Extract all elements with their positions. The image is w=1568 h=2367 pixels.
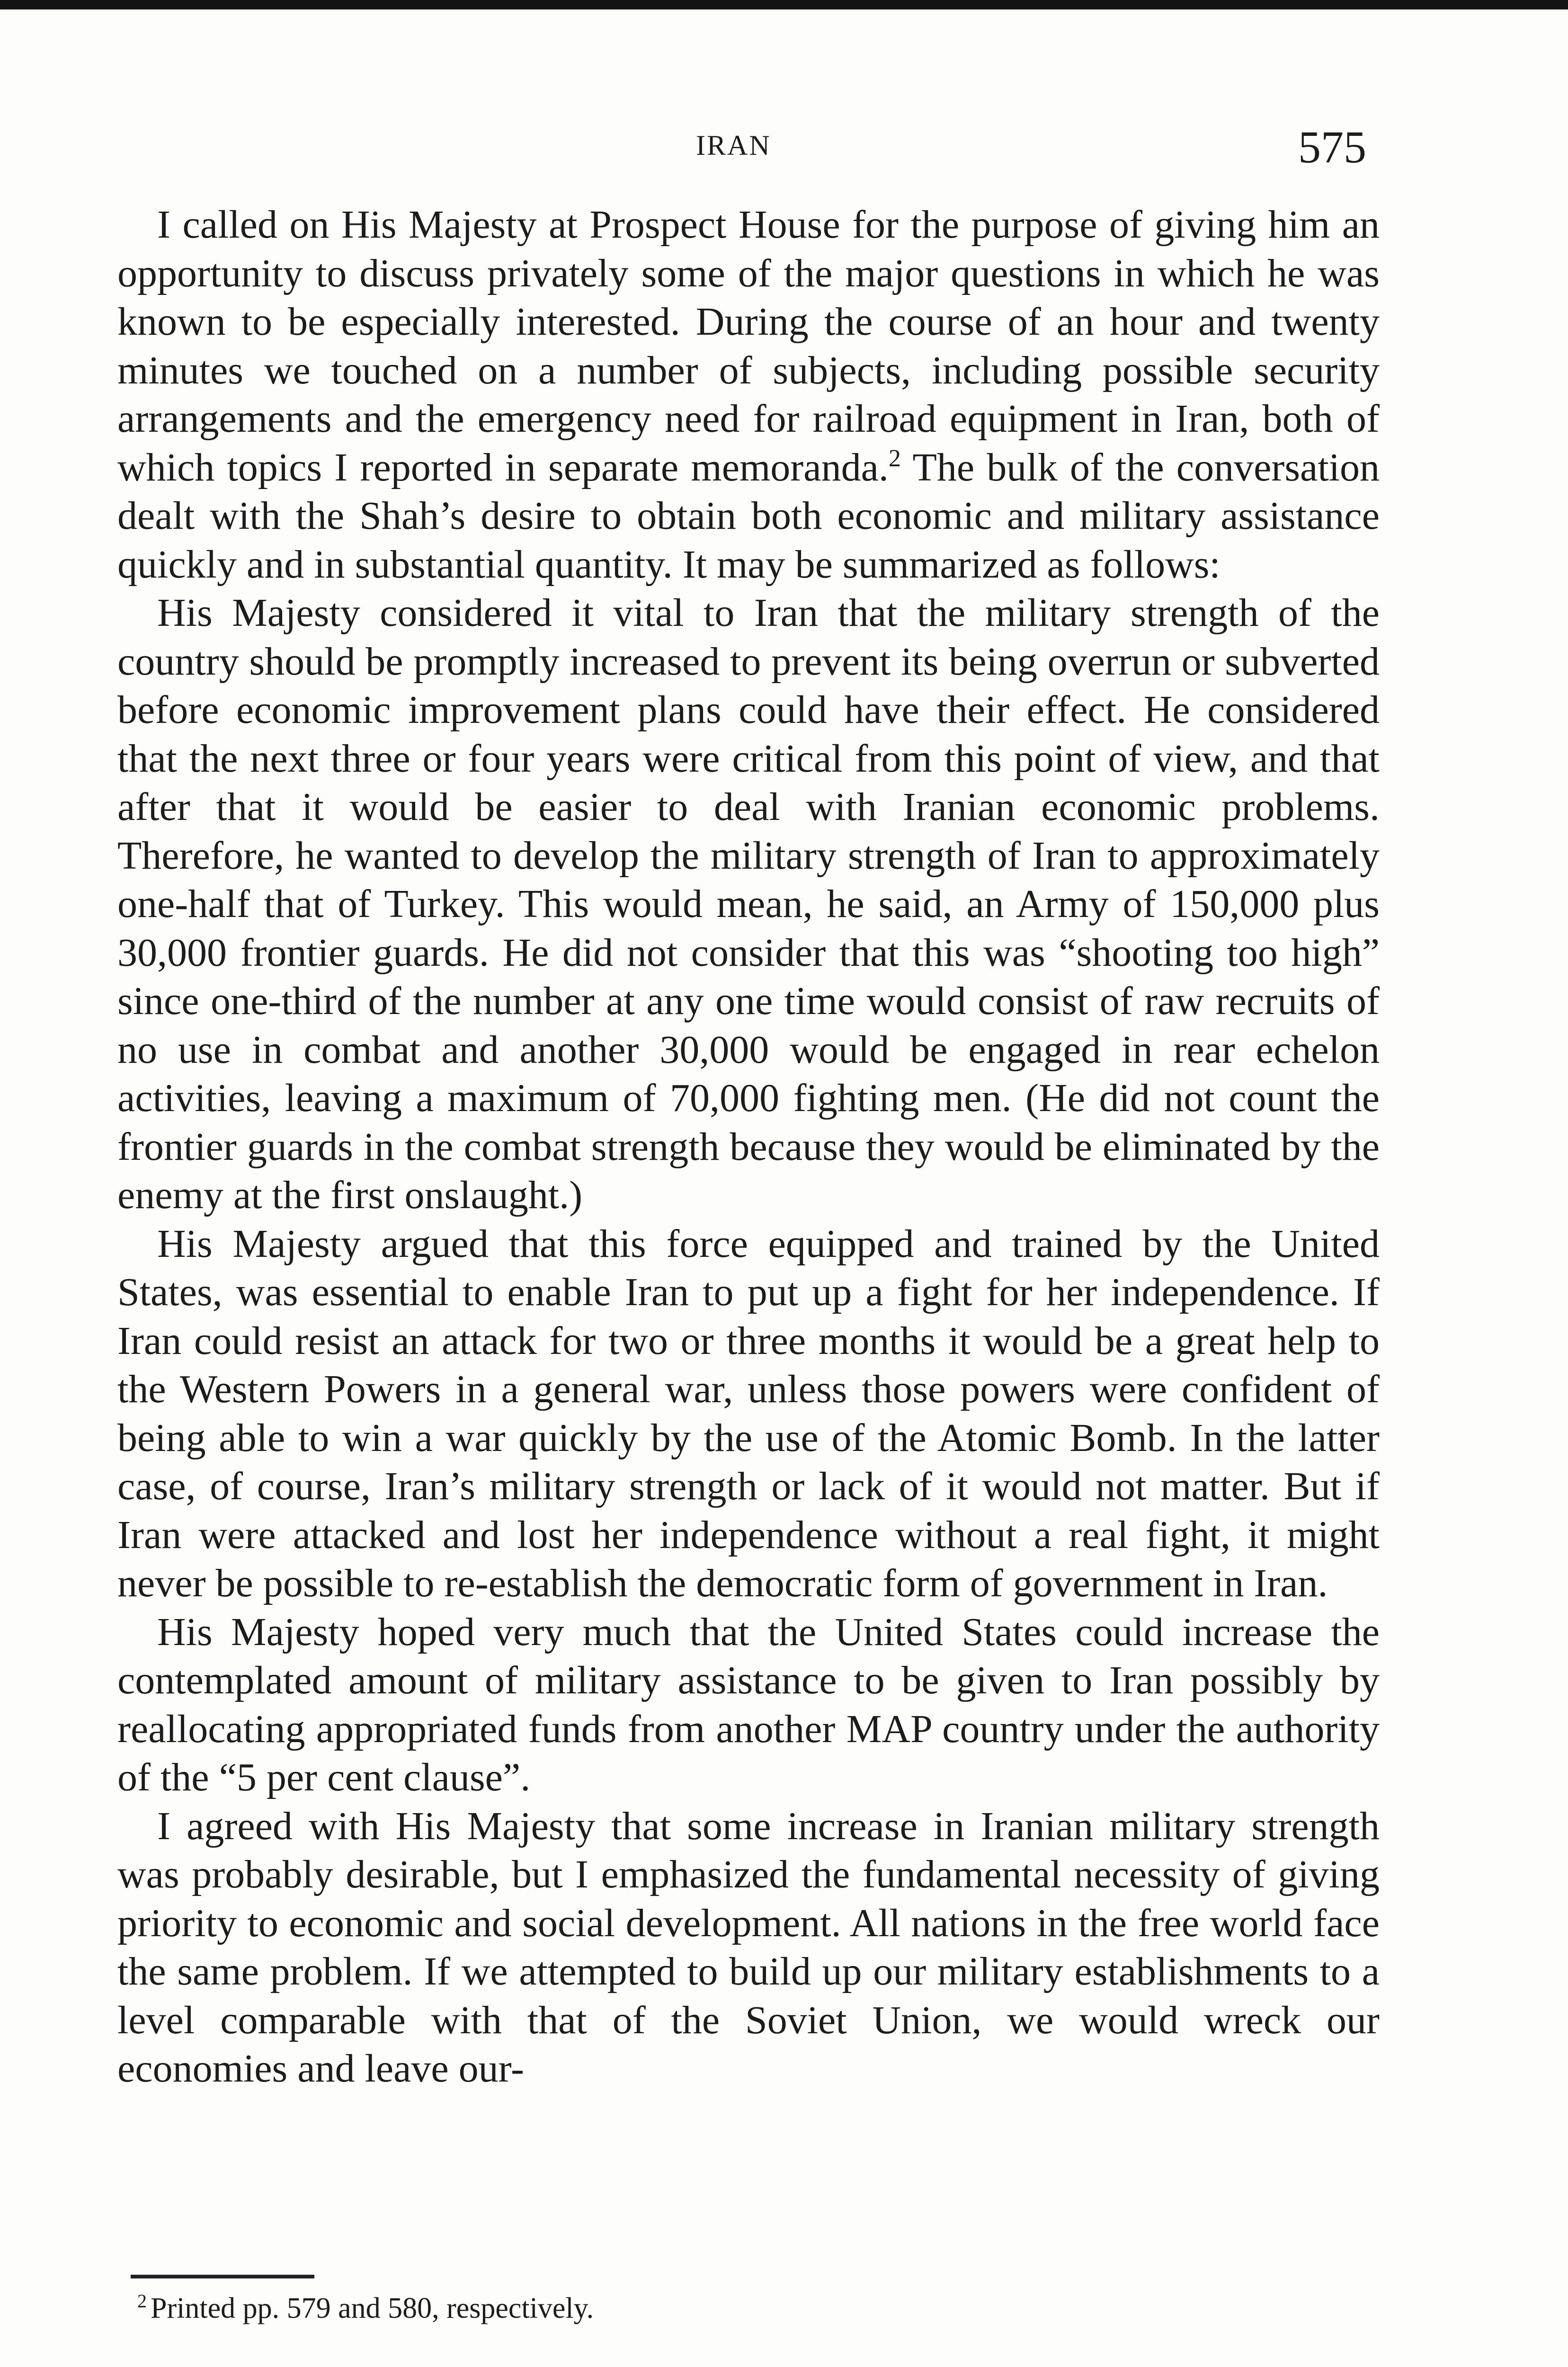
running-head: IRAN xyxy=(696,130,771,161)
top-border-rule xyxy=(0,0,1568,9)
footnote-reference-2: 2 xyxy=(888,445,901,472)
paragraph-1-text-b: The bulk of the conversation dealt with the Shah’s desire to obtain both economic and military assistance quickly and in substantial quantity. It may be summarized as follows: xyxy=(117,445,1380,587)
paragraph-1-text-a: I called on His Majesty at Prospect House for the purpose of giving him an opportunity to discuss privately some of the major questions in which he was known to be especially interested. During the course of an hour and twenty minutes we touched on a number of subjects, including possible security arrangements and the emergency need for railroad equipment in Iran, both of which topics I reported in separate memoranda. xyxy=(117,203,1380,489)
paragraph-2: His Majesty considered it vital to Iran that the military strength of the country should be promptly increased to prevent its being overrun or subverted before economic improvement plans could have their effect. He considered that the next three or four years were critical from this point of view, and that after that it would be easier to deal with Iranian economic problems. Therefore, he wanted to develop the military strength of Iran to approximately one-half that of Turkey. This would mean, he said, an Army of 150,000 plus 30,000 frontier guards. He did not consider that this was “shooting too high” since one-third of the number at any one time would consist of raw recruits of no use in combat and another 30,000 would be engaged in rear echelon activities, leaving a maximum of 70,000 fighting men. (He did not count the frontier guards in the combat strength because they would be eliminated by the enemy at the first onslaught.) xyxy=(117,591,1380,1217)
page-number: 575 xyxy=(1298,122,1366,172)
page-header xyxy=(0,121,1568,178)
paragraph-3: His Majesty argued that this force equipped and trained by the United States, was essential to enable Iran to put up a fight for her independence. If Iran could resist an attack for two or three months it would be a great help to the Western Powers in a general war, unless those powers were confident of being able to win a war quickly by the use of the Atomic Bomb. In the latter case, of course, Iran’s military strength or lack of it would not matter. But if Iran were attacked and lost her independence without a real fight, it might never be possible to re-establish the democratic form of government in Iran. xyxy=(117,1221,1380,1605)
body-text xyxy=(117,201,1380,2093)
footnote-marker: 2 xyxy=(137,2290,147,2312)
footnote-text: Printed pp. 579 and 580, respectively. xyxy=(151,2292,594,2324)
footnote xyxy=(137,2290,594,2326)
paragraph-5: I agreed with His Majesty that some increase in Iranian military strength was probably desirable, but I emphasized the fundamental necessity of giving priority to economic and social development. All nations in the free world face the same problem. If we attempted to build up our military establishments to a level comparable with that of the Soviet Union, we would wreck our economies and leave our- xyxy=(117,1804,1380,2091)
paragraph-4: His Majesty hoped very much that the United States could increase the contemplated amount of military assistance to be given to Iran possibly by reallocating appropriated funds from another MAP country under the authority of the “5 per cent clause”. xyxy=(117,1610,1380,1799)
paragraph-1 xyxy=(117,201,1380,589)
footnote-rule xyxy=(131,2275,314,2278)
